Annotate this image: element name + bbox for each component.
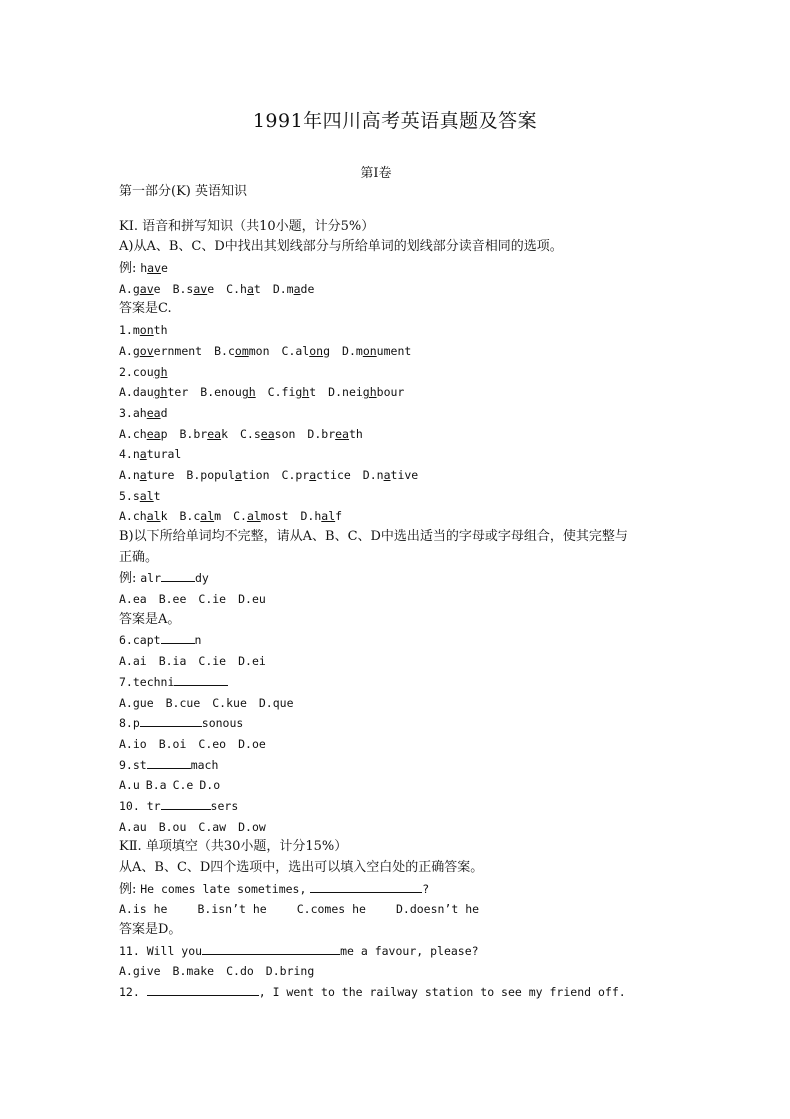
option: B.cue [165, 695, 201, 710]
option [119, 279, 161, 300]
option: C.e [172, 778, 194, 793]
option: C.do [226, 964, 254, 979]
underlined-letters: al [200, 509, 215, 524]
word-part: D.n [362, 467, 384, 482]
option [214, 341, 269, 362]
question-options [119, 465, 679, 486]
word-part: ernment [153, 343, 203, 358]
word-part: th [153, 323, 168, 338]
word-part: n [132, 447, 140, 462]
option [119, 382, 188, 403]
word-part: A.g [119, 281, 140, 296]
answer-blank [161, 797, 211, 810]
question-options [119, 424, 679, 445]
word-part: e [161, 261, 168, 276]
question-number: 1. [119, 323, 133, 338]
answer-blank [147, 983, 259, 996]
underlined-letters: a [246, 281, 254, 296]
underlined-letters: al [146, 509, 161, 524]
option [173, 279, 215, 300]
option: B.ee [158, 592, 187, 607]
word-part: D.m [342, 343, 363, 358]
questions-a [119, 320, 679, 527]
option: D.doesn’t he [395, 902, 480, 917]
option [328, 382, 404, 403]
underlined-letters: gh [153, 385, 168, 400]
instruction-b-cont: 正确。 [119, 549, 159, 565]
question-options [119, 734, 679, 755]
underlined-letters: al [246, 509, 261, 524]
question-word [119, 320, 679, 341]
option: B.make [172, 964, 215, 979]
question-11-options [119, 961, 679, 982]
section1-heading: KⅠ. 语音和拼写知识（共10小题，计分5%） [119, 218, 375, 234]
option: C.kue [212, 695, 247, 710]
option [186, 465, 269, 486]
volume-heading: 第Ⅰ卷 [360, 166, 392, 181]
option: C.aw [198, 819, 227, 834]
answer-blank [202, 942, 340, 955]
word-part: C.al [281, 343, 310, 358]
page-title: 1991年四川高考英语真题及答案 [252, 110, 538, 132]
question-number: 5. [119, 488, 133, 503]
word-part: B.c [179, 509, 201, 524]
option [282, 465, 351, 486]
question-word [119, 755, 679, 776]
instruction-b: B)以下所给单词均不完整，请从A、B、C、D中选出适当的字母或字母组合，使其完整与 [119, 529, 628, 544]
part-heading: 第一部分(K) 英语知识 [119, 184, 247, 199]
underlined-letters: ea [146, 405, 161, 420]
question-word [119, 713, 679, 734]
word-part: s [132, 488, 140, 503]
example-c-answer: 答案是D。 [119, 922, 182, 938]
question-options [119, 382, 679, 403]
underlined-letters: a [234, 467, 242, 482]
option [240, 424, 295, 445]
word-part: n [194, 633, 202, 648]
word-part: C.pr [281, 467, 310, 482]
underlined-letters: on [309, 343, 324, 358]
word-part: 10. tr [119, 798, 161, 813]
option [307, 424, 362, 445]
option: D.oe [238, 736, 266, 751]
word-part: ture [146, 467, 175, 482]
word-part: C.h [226, 281, 247, 296]
section2-heading: KⅡ. 单项填空（共30小题，计分15%） [119, 839, 348, 855]
word-part: son [274, 426, 296, 441]
underlined-letters: on [139, 323, 154, 338]
underlined-letters: gh [241, 385, 256, 400]
word-part: ument [376, 343, 412, 358]
word-part: mon [248, 343, 270, 358]
word-part: tural [146, 447, 182, 462]
word-part: k [160, 509, 168, 524]
option: D.bring [265, 964, 315, 979]
question-word [119, 444, 679, 465]
option: C.comes he [296, 902, 366, 917]
option: B.isn’t he [197, 902, 267, 917]
word-part: t [153, 488, 161, 503]
word-part: 8.p [119, 716, 140, 731]
word-part: B.enou [200, 385, 242, 400]
word-part: B.c [214, 343, 235, 358]
word-part: f [335, 509, 343, 524]
word-part: mach [190, 757, 219, 772]
word-part: D.br [307, 426, 336, 441]
option [119, 341, 202, 362]
underlined-letters: ov [139, 343, 154, 358]
underlined-letters: av [147, 261, 162, 276]
word-part: A.ch [119, 426, 147, 441]
word-part: cou [132, 364, 154, 379]
question-options [119, 341, 679, 362]
word-part: d [160, 405, 168, 420]
answer-blank [140, 714, 202, 727]
question-number: 4. [119, 447, 133, 462]
word-part: de [300, 281, 315, 296]
underlined-letters: om [234, 343, 249, 358]
question-options [119, 651, 679, 672]
option [119, 465, 174, 486]
document-content [119, 182, 679, 1003]
example-answer: 答案是C. [119, 301, 172, 317]
word-part: tion [241, 467, 270, 482]
underlined-letters: al [139, 488, 154, 503]
question-word [119, 362, 679, 383]
example-c-options [119, 899, 679, 920]
underlined-letters: av [139, 281, 154, 296]
word-part: A.dau [119, 385, 154, 400]
question-number: 3. [119, 405, 133, 420]
option: C.eo [198, 736, 227, 751]
word-part: t [253, 281, 261, 296]
word-part: ah [132, 405, 147, 420]
word-part: m [132, 323, 140, 338]
example-a: 例: have [119, 261, 168, 277]
question-options [119, 506, 679, 527]
option: B.ia [158, 654, 187, 669]
option [301, 506, 343, 527]
underlined-letters: a [139, 447, 147, 462]
answer-blank [161, 569, 195, 582]
option: B.oi [158, 736, 187, 751]
word-part: A.n [119, 467, 140, 482]
word-part: D.m [272, 281, 294, 296]
option: A.give [119, 964, 161, 979]
underlined-letters: on [362, 343, 377, 358]
word-part: B.s [172, 281, 194, 296]
question-number: 2. [119, 364, 133, 379]
word-part: e [153, 281, 161, 296]
underlined-letters: ea [207, 426, 222, 441]
word-part: dy [195, 571, 209, 586]
example-b-answer: 答案是A。 [119, 611, 181, 627]
option [200, 382, 255, 403]
word-part: sers [210, 798, 239, 813]
word-part: e [207, 281, 215, 296]
instruction-a: A)从A、B、C、D中找出其划线部分与所给单词的划线部分读音相同的选项。 [119, 239, 563, 255]
example-b: 例: alr dy [119, 571, 209, 587]
answer-blank [310, 880, 422, 893]
underlined-letters: a [139, 467, 147, 482]
word-part: D.nei [328, 385, 363, 400]
word-part: 7.techni [119, 674, 175, 689]
word-part: B.br [179, 426, 208, 441]
word-part: C.fi [267, 385, 296, 400]
option: A.ai [119, 654, 147, 669]
option [119, 424, 168, 445]
word-part: C.s [240, 426, 261, 441]
example-c: 例: He comes late sometimes, ? [119, 881, 430, 897]
word-part: B.popul [186, 467, 235, 482]
word-part: C. [233, 509, 247, 524]
option: D.que [258, 695, 294, 710]
word-part: p [160, 426, 168, 441]
word-part: th [348, 426, 363, 441]
answer-blank [161, 631, 195, 644]
option [282, 341, 331, 362]
question-word [119, 403, 679, 424]
option [273, 279, 315, 300]
word-part: alr [140, 571, 161, 586]
word-part: tive [390, 467, 419, 482]
word-part: bour [376, 385, 405, 400]
answer-blank [147, 756, 191, 769]
option: D.o [199, 778, 221, 793]
word-part: 9.st [119, 757, 147, 772]
question-options [119, 817, 679, 838]
option: C.ie [198, 592, 227, 607]
section2-instruction: 从A、B、C、D四个选项中，选出可以填入空白处的正确答案。 [119, 860, 484, 875]
question-word [119, 630, 679, 651]
answer-blank [174, 673, 228, 686]
option [226, 279, 261, 300]
underlined-letters: ea [146, 426, 161, 441]
word-part: D.h [300, 509, 322, 524]
option: A.ea [119, 592, 147, 607]
word-part: t [309, 385, 317, 400]
option [180, 506, 222, 527]
question-12: 12. , I went to the railway station to see my friend off. [119, 985, 626, 1000]
word-part: most [260, 509, 289, 524]
question-word [119, 486, 679, 507]
option [363, 465, 418, 486]
option: A.au [119, 819, 147, 834]
option [119, 506, 168, 527]
underlined-letters: al [321, 509, 336, 524]
option: B.a [145, 778, 167, 793]
option: A.gue [119, 695, 154, 710]
word-part: A.g [119, 343, 140, 358]
word-part: k [221, 426, 228, 441]
option: B.ou [158, 819, 187, 834]
question-11: 11. Will you me a favour, please? [119, 943, 479, 958]
question-word [119, 672, 679, 693]
question-word [119, 796, 679, 817]
underlined-letters: a [293, 281, 301, 296]
underlined-letters: av [193, 281, 208, 296]
underlined-letters: gh [362, 385, 377, 400]
option [180, 424, 229, 445]
word-part: 6.capt [119, 633, 161, 648]
word-part: m [214, 509, 222, 524]
option: A.is he [119, 902, 168, 917]
word-part: ter [167, 385, 189, 400]
underlined-letters: gh [295, 385, 310, 400]
word-part: ctice [316, 467, 351, 482]
word-part: h [140, 261, 148, 276]
question-options [119, 775, 679, 796]
option: D.ei [238, 654, 266, 669]
option [233, 506, 288, 527]
question-options [119, 693, 679, 714]
option: A.io [119, 736, 147, 751]
underlined-letters: ea [335, 426, 349, 441]
option: D.ow [238, 819, 266, 834]
option: A.u [119, 778, 140, 793]
option [268, 382, 317, 403]
underlined-letters: gh [153, 364, 168, 379]
underlined-letters: a [309, 467, 317, 482]
example-b-word [140, 571, 209, 585]
word-part: g [323, 343, 331, 358]
questions-b [119, 630, 679, 837]
word-part: A.ch [119, 509, 147, 524]
underlined-letters: a [383, 467, 391, 482]
example-b-options [119, 589, 679, 610]
option: D.eu [238, 592, 266, 607]
word-part: sonous [201, 716, 244, 731]
option [342, 341, 411, 362]
underlined-letters: ea [260, 426, 275, 441]
example-options [119, 279, 679, 300]
example-word [140, 261, 168, 275]
option: C.ie [198, 654, 227, 669]
